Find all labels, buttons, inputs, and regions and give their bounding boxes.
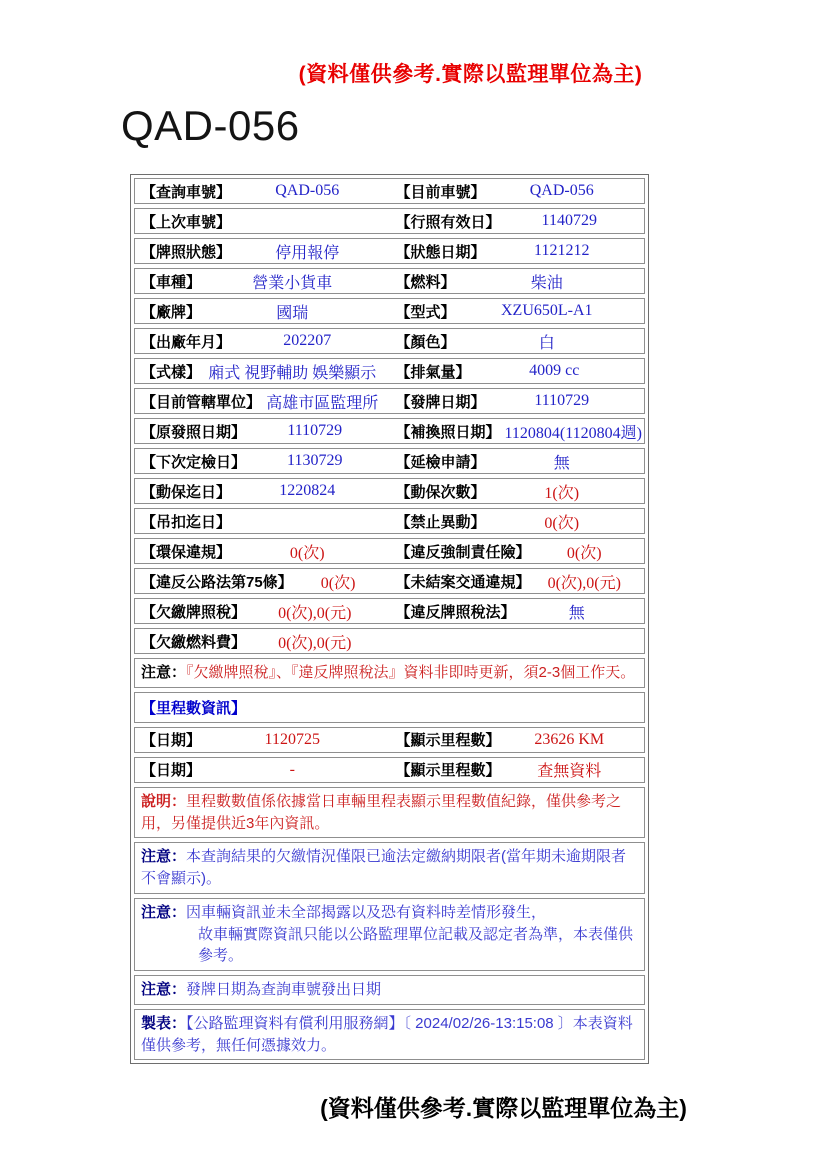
table-row bbox=[134, 727, 645, 753]
field-value: 查無資料 bbox=[537, 763, 602, 781]
field-value: 無 bbox=[568, 604, 585, 622]
field-value: 4009 cc bbox=[529, 362, 580, 379]
field-label: 【欠繳牌照稅】 bbox=[141, 603, 247, 621]
field-label: 【上次車號】 bbox=[141, 213, 232, 231]
field-label: 【吊扣迄日】 bbox=[141, 513, 232, 531]
field-value: 白 bbox=[538, 334, 555, 352]
field-value: 1110729 bbox=[287, 422, 343, 439]
field-label: 【補換照日期】 bbox=[395, 423, 501, 441]
table-row bbox=[134, 448, 645, 474]
field-label: 【燃料】 bbox=[395, 273, 456, 291]
field-label: 【車種】 bbox=[141, 273, 202, 291]
field-value: 0(次),0(元) bbox=[547, 574, 621, 592]
field-label: 【違反公路法第75條】 bbox=[141, 573, 293, 591]
table-row bbox=[134, 178, 645, 204]
table-row bbox=[134, 628, 645, 654]
field-value: 1130729 bbox=[287, 452, 343, 469]
field-label: 【禁止異動】 bbox=[395, 513, 486, 531]
table-row bbox=[134, 568, 645, 594]
field-value: 1110729 bbox=[534, 392, 590, 409]
field-label: 【排氣量】 bbox=[395, 363, 471, 381]
table-row bbox=[134, 508, 645, 534]
field-value: 停用報停 bbox=[275, 244, 340, 262]
field-value: QAD-056 bbox=[275, 182, 340, 199]
table-row bbox=[134, 358, 645, 384]
field-label: 【原發照日期】 bbox=[141, 423, 247, 441]
field-value: 0(次) bbox=[566, 544, 602, 562]
field-label: 【欠繳燃料費】 bbox=[141, 633, 247, 651]
field-value: 柴油 bbox=[530, 274, 563, 292]
field-value: QAD-056 bbox=[529, 182, 594, 199]
field-label: 【目前車號】 bbox=[395, 183, 486, 201]
field-value: 1(次) bbox=[544, 484, 580, 502]
note-row bbox=[134, 658, 645, 688]
note-row bbox=[134, 842, 645, 894]
note-text: 發牌日期為查詢車號發出日期 bbox=[186, 981, 382, 998]
field-value: 1140729 bbox=[541, 212, 597, 229]
field-label: 【牌照狀態】 bbox=[141, 243, 232, 261]
table-row bbox=[134, 238, 645, 264]
note-prefix: 注意： bbox=[141, 903, 187, 921]
note-row bbox=[134, 787, 645, 839]
field-label: 【日期】 bbox=[141, 732, 202, 750]
table-row bbox=[134, 268, 645, 294]
note-text: 故車輛實際資訊只能以公路監理單位記載及認定者為準，本表僅供參考。 bbox=[198, 925, 634, 965]
field-value: 0(次),0(元) bbox=[278, 634, 352, 652]
table-row bbox=[134, 598, 645, 624]
note-prefix: 說明： bbox=[141, 792, 187, 810]
note-text: 【公路監理資料有償利用服務網】〔 2024/02/26-13:15:08 〕本表資料僅供參考，無任何憑據效力。 bbox=[141, 1014, 633, 1054]
vehicle-record-table bbox=[130, 174, 649, 1064]
field-value: 1120725 bbox=[264, 730, 320, 748]
table-row bbox=[134, 298, 645, 324]
field-label: 【顏色】 bbox=[395, 333, 456, 351]
field-value: 0(次),0(元) bbox=[278, 604, 352, 622]
note-row bbox=[134, 1009, 645, 1061]
field-value: 1220824 bbox=[279, 482, 336, 499]
table-row bbox=[134, 328, 645, 354]
field-value: 23626 KM bbox=[534, 730, 605, 748]
field-label: 【日期】 bbox=[141, 762, 202, 780]
note-text: 里程數數值係依據當日車輛里程表顯示里程數值紀錄，僅供參考之用，另僅提供近3年內資訊。 bbox=[141, 792, 622, 832]
field-label: 【延檢申請】 bbox=[395, 453, 486, 471]
field-value: 國瑞 bbox=[276, 304, 309, 322]
field-label: 【狀態日期】 bbox=[395, 243, 486, 261]
note-prefix: 注意： bbox=[141, 848, 187, 866]
table-row bbox=[134, 757, 645, 783]
field-value: 1121212 bbox=[534, 242, 590, 259]
field-label: 【行照有效日】 bbox=[395, 213, 501, 231]
field-value: 高雄市區監理所 bbox=[266, 394, 379, 412]
field-label: 【式樣】 bbox=[141, 363, 202, 381]
field-value: - bbox=[289, 760, 295, 778]
field-value: 無 bbox=[553, 454, 570, 472]
note-row bbox=[134, 975, 645, 1005]
table-row bbox=[134, 538, 645, 564]
note-text: 因車輛資訊並未全部揭露以及恐有資料時差情形發生， bbox=[186, 903, 547, 921]
note-row bbox=[134, 898, 645, 971]
field-value: 0(次) bbox=[320, 574, 356, 592]
field-label: 【違反強制責任險】 bbox=[395, 543, 531, 561]
note-text: 『欠繳牌照稅』、『違反牌照稅法』資料非即時更新，須2-3個工作天。 bbox=[186, 664, 636, 681]
note-prefix: 注意： bbox=[141, 664, 187, 681]
page-title: QAD-056 bbox=[121, 102, 300, 149]
field-label: 【違反牌照稅法】 bbox=[395, 603, 516, 621]
field-label: 【動保迄日】 bbox=[141, 483, 232, 501]
field-value: 廂式 視野輔助 娛樂顯示 bbox=[208, 364, 377, 382]
field-label: 【廠牌】 bbox=[141, 303, 202, 321]
field-label: 【下次定檢日】 bbox=[141, 453, 247, 471]
field-label: 【環保違規】 bbox=[141, 543, 232, 561]
table-row bbox=[134, 208, 645, 234]
field-value: XZU650L-A1 bbox=[500, 302, 593, 319]
table-row bbox=[134, 478, 645, 504]
field-value: 0(次) bbox=[544, 514, 580, 532]
table-row bbox=[134, 418, 645, 444]
field-label: 【型式】 bbox=[395, 303, 456, 321]
field-label: 【顯示里程數】 bbox=[395, 732, 501, 750]
field-label: 【顯示里程數】 bbox=[395, 762, 501, 780]
field-label: 【發牌日期】 bbox=[395, 393, 486, 411]
mileage-section-header: 【里程數資訊】 bbox=[134, 692, 645, 723]
table-row bbox=[134, 388, 645, 414]
bottom-disclaimer: (資料僅供參考.實際以監理單位為主) bbox=[320, 1095, 687, 1122]
field-value: 1120804(1120804週) bbox=[504, 424, 642, 442]
field-value: 營業小貨車 bbox=[252, 274, 333, 292]
field-label: 【查詢車號】 bbox=[141, 183, 232, 201]
field-label: 【出廠年月】 bbox=[141, 333, 232, 351]
field-label: 【目前管轄單位】 bbox=[141, 393, 262, 411]
field-label: 【動保次數】 bbox=[395, 483, 486, 501]
top-disclaimer: (資料僅供參考.實際以監理單位為主) bbox=[298, 63, 643, 86]
note-text: 本查詢結果的欠繳情況僅限已逾法定繳納期限者(當年期未逾期限者不會顯示)。 bbox=[141, 848, 627, 887]
note-prefix: 製表： bbox=[141, 1014, 187, 1032]
field-value: 202207 bbox=[283, 332, 332, 349]
field-label: 【未結案交通違規】 bbox=[395, 573, 531, 591]
note-prefix: 注意： bbox=[141, 981, 187, 998]
field-value: 0(次) bbox=[289, 544, 325, 562]
